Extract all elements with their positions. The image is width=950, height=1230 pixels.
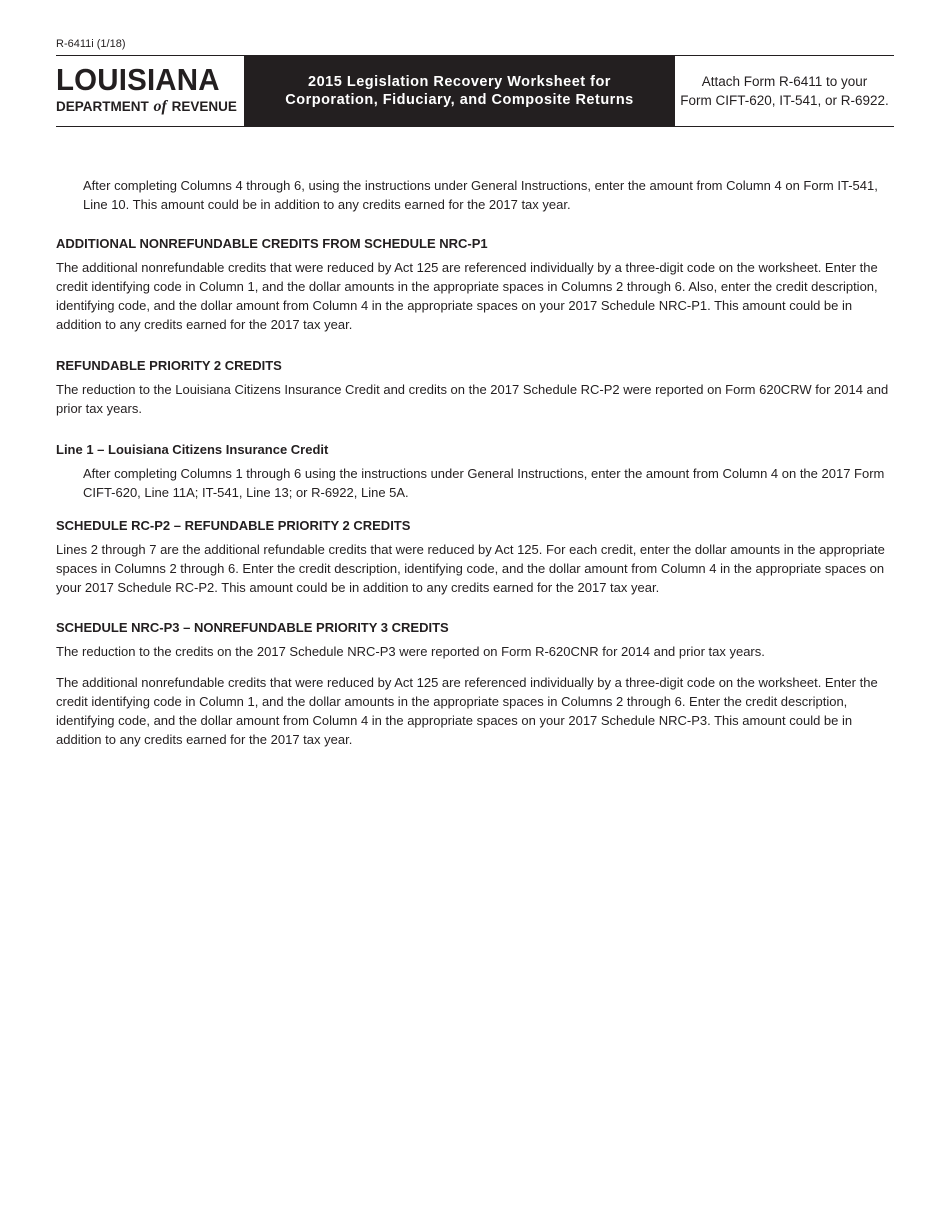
paragraph-nrc-p3-2: The additional nonrefundable credits that were reduced by Act 125 are referenced individually by a three-digit code on the worksheet. Enter the credit identifying code in Column 1, and the dollar amounts in the appropriate spaces in Columns 2 through 6. Enter the credit description, identifying code, and the dollar amount from Column 4 in the appropriate spaces on your 2017 Schedule NRC-P3. This amount could be in addition to any credits earned for the 2017 tax year. <box>56 675 878 747</box>
form-id: R-6411i (1/18) <box>56 38 126 50</box>
paragraph-rc-p2: Lines 2 through 7 are the additional refundable credits that were reduced by Act 125. For each credit, enter the dollar amounts in the appropriate spaces in Columns 2 through 6. Enter the credit description, identifying code, and the dollar amount from Column 4 in the appropriate spaces on your 2017 Schedule RC-P2. This amount could be in addition to any credits earned for the 2017 tax year. <box>56 542 885 595</box>
paragraph-line1: After completing Columns 1 through 6 using the instructions under General Instructions, enter the amount from Column 4 on the 2017 Form CIFT-620, Line 11A; IT-541, Line 13; or R-6922, Line 5A. <box>83 466 885 500</box>
attach-note <box>675 56 894 126</box>
form-title <box>244 56 675 126</box>
paragraph-nrc-p3-1: The reduction to the credits on the 2017 Schedule NRC-P3 were reported on Form R-620CNR for 2014 and prior tax years. <box>56 644 765 659</box>
heading-nrc-p1: ADDITIONAL NONREFUNDABLE CREDITS FROM SCHEDULE NRC-P1 <box>56 236 488 251</box>
page-header <box>56 55 894 127</box>
dept-logo <box>56 56 244 126</box>
paragraph-priority2: The reduction to the Louisiana Citizens Insurance Credit and credits on the 2017 Schedule RC-P2 were reported on Form 620CRW for 2014 and prior tax years. <box>56 382 889 416</box>
attach-note-line2: Form CIFT-620, IT-541, or R-6922. <box>680 93 889 108</box>
attach-note-line1: Attach Form R-6411 to your <box>701 74 868 89</box>
intro-paragraph: After completing Columns 4 through 6, using the instructions under General Instructions, enter the amount from Column 4 on Form IT-541, Line 10. This amount could be in addition to any credits earned for the 2017 tax year. <box>83 178 878 212</box>
logo-wordmark: LOUISIANA <box>56 62 220 97</box>
heading-rc-p2: SCHEDULE RC-P2 – REFUNDABLE PRIORITY 2 CREDITS <box>56 518 411 533</box>
logo-subtitle <box>56 99 237 115</box>
logo-sub-revenue: REVENUE <box>171 99 237 114</box>
logo-sub-of: of <box>153 98 167 115</box>
logo-sub-department: DEPARTMENT <box>56 99 149 114</box>
form-title-line1: 2015 Legislation Recovery Worksheet for <box>308 73 611 90</box>
paragraph-nrc-p1: The additional nonrefundable credits that were reduced by Act 125 are referenced individually by a three-digit code on the worksheet. Enter the credit identifying code in Column 1, and the dollar amounts in the appropriate spaces in Columns 2 through 6. Also, enter the credit description, identifying code, and the dollar amount from Column 4 in the appropriate spaces on your 2017 Schedule NRC-P1. This amount could be in addition to any credits earned for the 2017 tax year. <box>56 260 878 332</box>
heading-line1: Line 1 – Louisiana Citizens Insurance Credit <box>56 442 329 457</box>
form-title-line2: Corporation, Fiduciary, and Composite Returns <box>285 92 634 108</box>
instructions-body <box>56 176 894 749</box>
heading-nrc-p3: SCHEDULE NRC-P3 – NONREFUNDABLE PRIORITY 3 CREDITS <box>56 620 449 635</box>
heading-priority2: REFUNDABLE PRIORITY 2 CREDITS <box>56 358 282 373</box>
